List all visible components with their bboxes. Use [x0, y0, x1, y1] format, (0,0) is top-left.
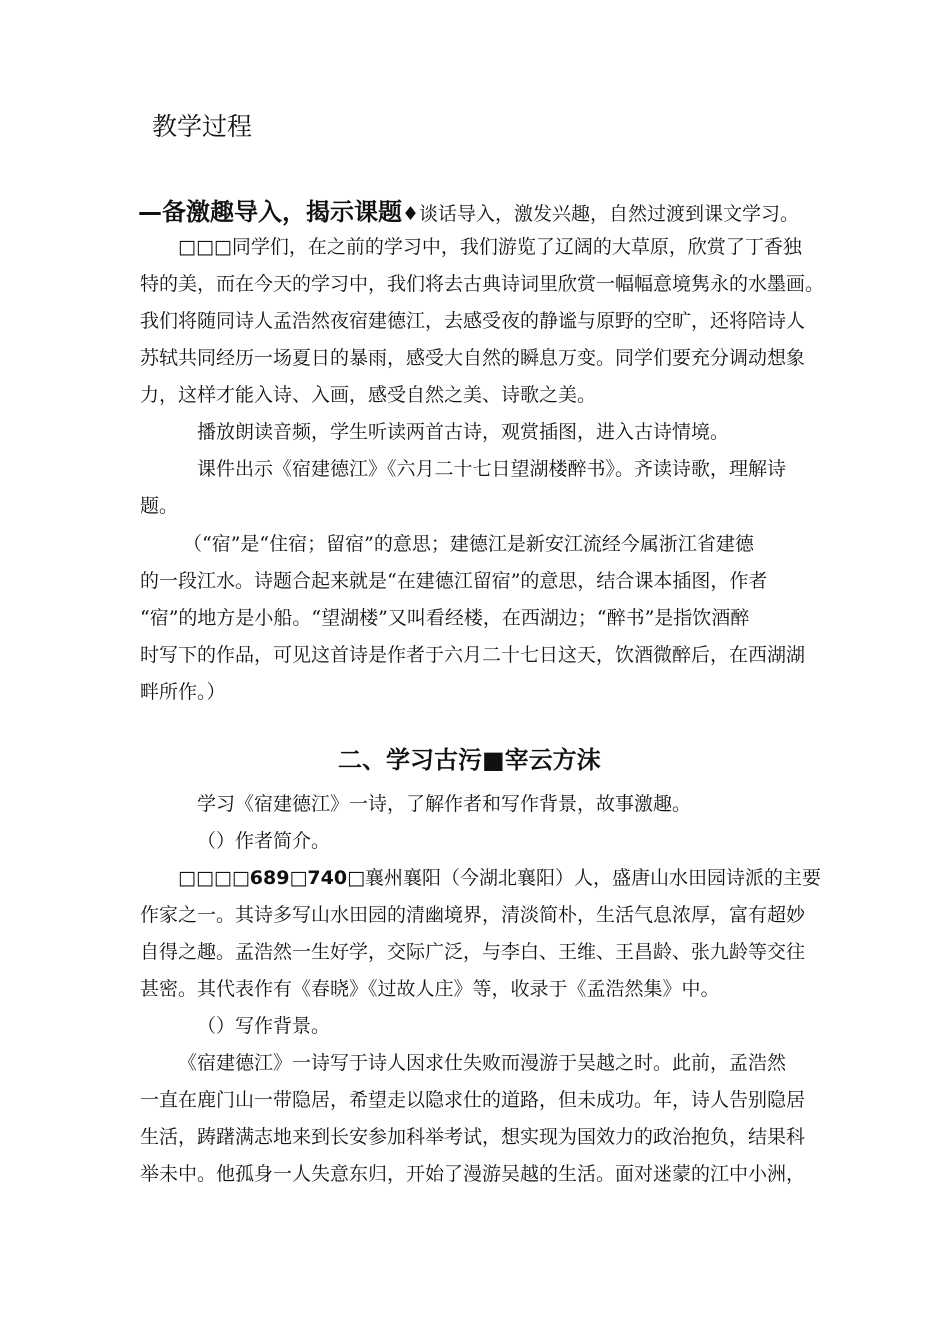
paragraph-line: 特的美，而在今天的学习中，我们将去古典诗词里欣赏一幅幅意境隽永的水墨画。 — [140, 273, 825, 295]
paragraph-line: 时写下的作品，可见这首诗是作者于六月二十七日这天，饮酒微醉后，在西湖湖 — [140, 644, 806, 666]
paragraph-line: 自得之趣。孟浩然一生好学，交际广泛，与李白、王维、王昌龄、张九龄等交往 — [140, 941, 806, 963]
section-1-heading-note: ♦谈话导入，激发兴趣，自然过渡到课文学习。 — [402, 203, 800, 225]
section-2-heading: 二、学习古污■宰云方沫 — [338, 746, 601, 774]
paragraph-line: 的一段江水。诗题合起来就是“在建德江留宿”的意思，结合课本插图，作者 — [140, 570, 768, 592]
paragraph-line: 课件出示《宿建德江》《六月二十七日望湖楼醉书》。齐读诗歌，理解诗 — [197, 458, 787, 480]
paragraph-line: 苏轼共同经历一场夏日的暴雨，感受大自然的瞬息万变。同学们要充分调动想象 — [140, 347, 806, 369]
paragraph-line: □□□同学们，在之前的学习中，我们游览了辽阔的大草原，欣赏了丁香独 — [178, 236, 802, 258]
paragraph-line: 《宿建德江》一诗写于诗人因求仕失败而漫游于吴越之时。此前，孟浩然 — [178, 1052, 787, 1074]
author-line — [178, 866, 821, 890]
paragraph-line: 畔所作。） — [140, 681, 226, 703]
paragraph-line: 举未中。他孤身一人失意东归，开始了漫游吴越的生活。面对迷蒙的江中小洲， — [140, 1163, 806, 1185]
paragraph-line: 一直在鹿门山一带隐居，希望走以隐求仕的道路，但未成功。年，诗人告别隐居 — [140, 1089, 806, 1111]
paragraph-line: 生活，踌躇满志地来到长安参加科举考试，想实现为国效力的政治抱负，结果科 — [140, 1126, 806, 1148]
paragraph-line: 题。 — [140, 495, 179, 517]
paragraph-line: （“宿”是“住宿；留宿”的意思；建德江是新安江流经今属浙江省建德 — [183, 533, 754, 555]
paragraph-line: “宿”的地方是小船。“望湖楼”又叫看经楼，在西湖边；“醉书”是指饮酒醉 — [140, 607, 750, 629]
subheading-author-intro: （）作者简介。 — [197, 830, 331, 852]
paragraph-line: 力，这样才能入诗、入画，感受自然之美、诗歌之美。 — [140, 384, 597, 406]
subheading-background: （）写作背景。 — [197, 1015, 331, 1037]
paragraph-line: 甚密。其代表作有《春晓》《过故人庄》等，收录于《孟浩然集》中。 — [140, 978, 720, 1000]
author-text: 襄州襄阳（今湖北襄阳）人，盛唐山水田园诗派的主要 — [365, 867, 822, 889]
section-1-heading — [138, 192, 799, 227]
page-title: 教学过程 — [152, 112, 253, 141]
paragraph-line: 播放朗读音频，学生听读两首古诗，观赏插图，进入古诗情境。 — [197, 421, 730, 443]
author-dates: □□□□689□740□ — [178, 867, 366, 889]
paragraph-line: 学习《宿建德江》一诗，了解作者和写作背景，故事激趣。 — [197, 793, 692, 815]
section-1-heading-text: —备激趣导入，揭示课题 — [138, 198, 402, 226]
paragraph-line: 我们将随同诗人孟浩然夜宿建德江，去感受夜的静谧与原野的空旷，还将陪诗人 — [140, 310, 806, 332]
paragraph-line: 作家之一。其诗多写山水田园的清幽境界，清淡简朴，生活气息浓厚，富有超妙 — [140, 904, 806, 926]
